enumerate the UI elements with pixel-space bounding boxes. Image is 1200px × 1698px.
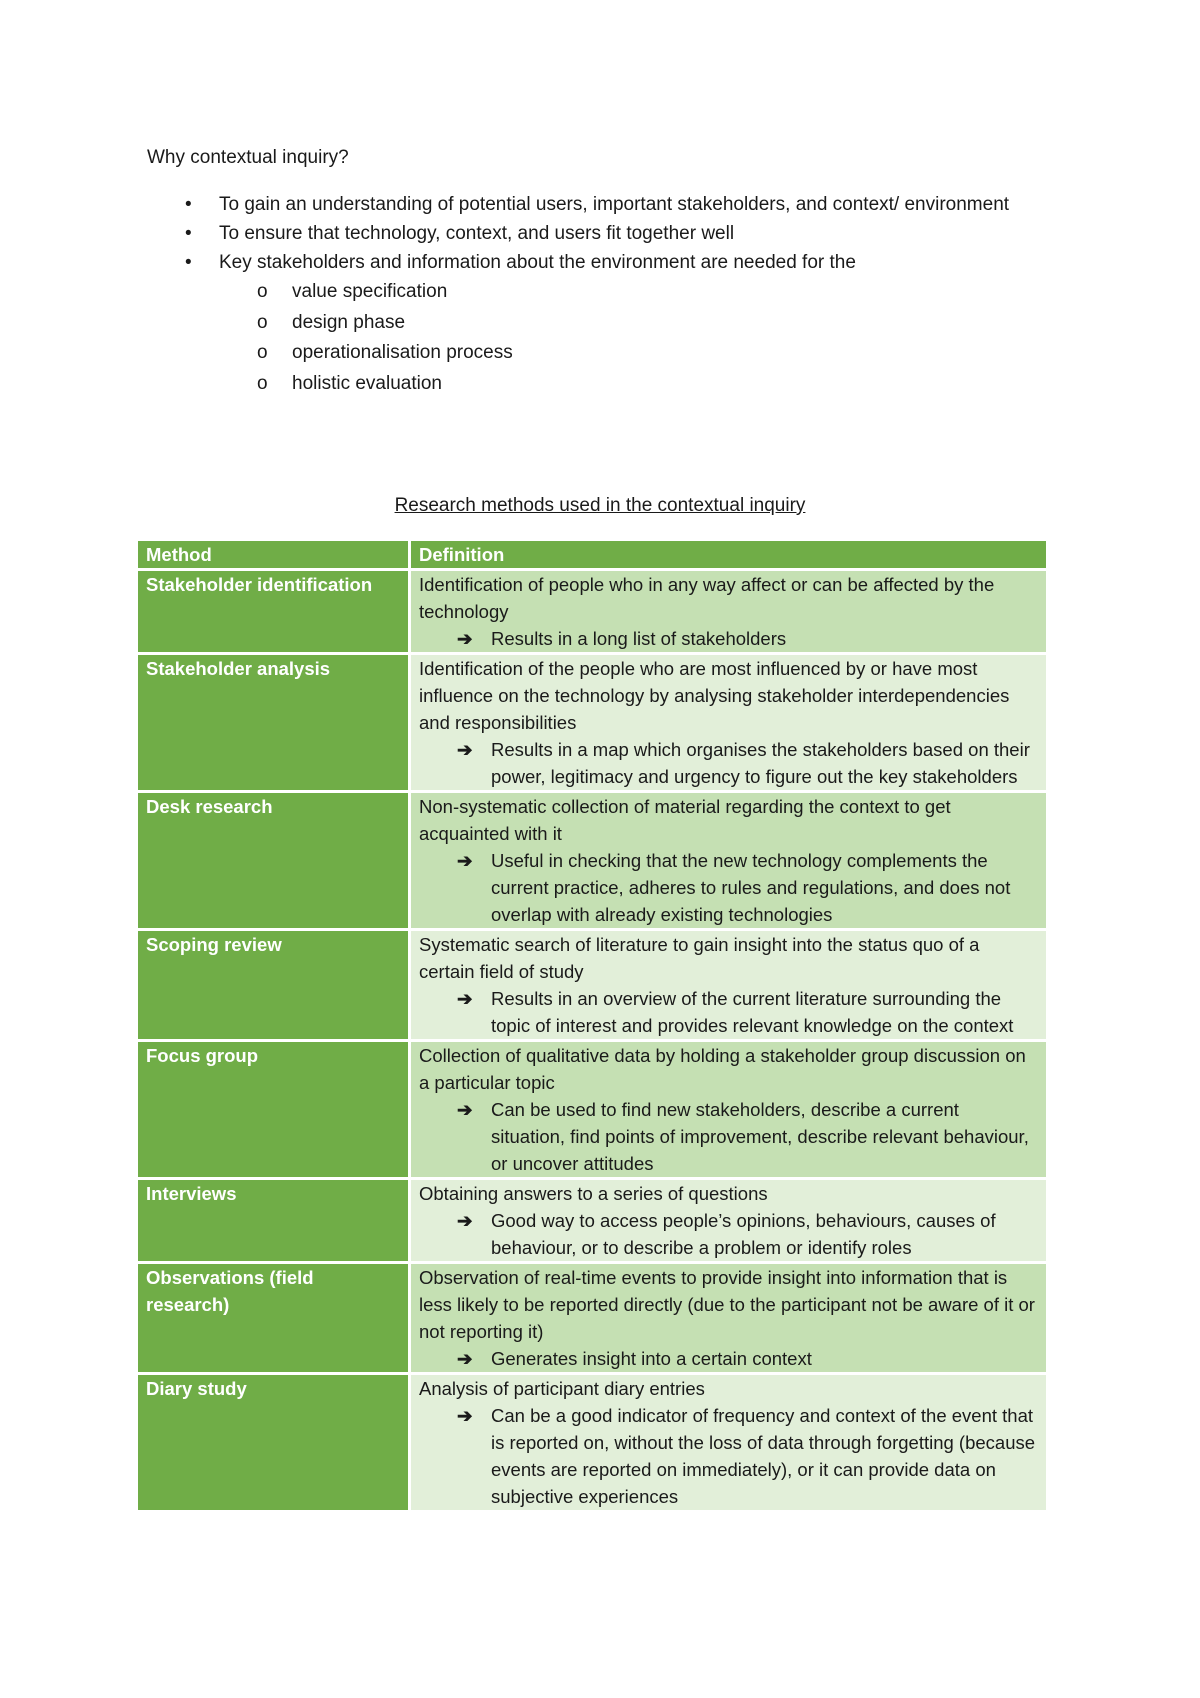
definition-cell [410, 1179, 1048, 1263]
result-item [419, 736, 1038, 790]
method-cell: Focus group [137, 1041, 410, 1179]
sub-list-item [219, 277, 1017, 308]
result-item [419, 1345, 1038, 1372]
circle-bullet-icon: o [257, 372, 268, 394]
method-cell: Stakeholder analysis [137, 654, 410, 792]
bullet-icon: • [185, 252, 192, 273]
result-text: Good way to access people’s opinions, behaviours, causes of behaviour, or to describe a problem or identify roles [491, 1210, 996, 1258]
bullet-text: To gain an understanding of potential users, important stakeholders, and context/ environment [219, 194, 1010, 215]
definition-cell [410, 1041, 1048, 1179]
method-cell: Interviews [137, 1179, 410, 1263]
circle-bullet-icon: o [257, 311, 268, 333]
circle-bullet-icon: o [257, 342, 268, 363]
arrow-right-icon: ➔ [457, 628, 473, 649]
result-item [419, 625, 1038, 652]
method-cell: Stakeholder identification [137, 570, 410, 654]
result-item [419, 1402, 1038, 1510]
table-title: Research methods used in the contextual inquiry [394, 495, 806, 516]
table-row [137, 1041, 1048, 1179]
arrow-right-icon: ➔ [457, 988, 473, 1009]
result-text: Results in an overview of the current literature surrounding the topic of interest and provides relevant knowledge on the context [491, 988, 1014, 1036]
definition-text: Identification of people who in any way affect or can be affected by the technology [419, 574, 995, 622]
table-header-row [137, 540, 1048, 570]
sub-list-item [219, 338, 1017, 369]
circle-bullet-icon: o [257, 281, 268, 302]
table-row [137, 1263, 1048, 1374]
definition-text: Analysis of participant diary entries [419, 1378, 705, 1399]
result-text: Results in a long list of stakeholders [491, 628, 787, 649]
definition-text: Observation of real-time events to provide insight into information that is less likely to be reported directly (due to the participant not be aware of it or not reporting it) [419, 1267, 1035, 1342]
table-row [137, 930, 1048, 1041]
sub-bullet-text: value specification [292, 281, 448, 302]
method-cell: Observations (field research) [137, 1263, 410, 1374]
result-text: Can be used to find new stakeholders, describe a current situation, find points of improvement, describe relevant behaviour, or uncover attitudes [491, 1099, 1029, 1174]
definition-text: Obtaining answers to a series of questions [419, 1183, 768, 1204]
arrow-right-icon: ➔ [457, 1099, 473, 1120]
table-row [137, 570, 1048, 654]
table-row [137, 792, 1048, 930]
method-cell: Diary study [137, 1374, 410, 1512]
sub-list-item [219, 369, 1017, 400]
arrow-right-icon: ➔ [457, 850, 473, 871]
definition-text: Systematic search of literature to gain insight into the status quo of a certain field of study [419, 934, 980, 982]
result-text: Can be a good indicator of frequency and context of the event that is reported on, without the loss of data through forgetting (because events are reported on immediately), or it can provide data on subjective experiences [491, 1405, 1036, 1507]
method-cell: Desk research [137, 792, 410, 930]
definition-cell [410, 1263, 1048, 1374]
definition-cell [410, 792, 1048, 930]
definition-cell [410, 1374, 1048, 1512]
table-row [137, 654, 1048, 792]
definition-text: Identification of the people who are most influenced by or have most influence on the technology by analysing stakeholder interdependencies and responsibilities [419, 658, 1010, 733]
definition-cell [410, 570, 1048, 654]
column-header-method: Method [137, 540, 410, 570]
bullet-text: To ensure that technology, context, and users fit together well [219, 223, 735, 244]
list-item [147, 248, 1017, 399]
sub-bullet-text: design phase [292, 311, 406, 333]
arrow-right-icon: ➔ [457, 1348, 473, 1369]
definition-cell [410, 654, 1048, 792]
sub-list-item [219, 308, 1017, 339]
method-cell: Scoping review [137, 930, 410, 1041]
section-heading: Why contextual inquiry? [147, 147, 349, 168]
result-item [419, 985, 1038, 1039]
result-text: Results in a map which organises the stakeholders based on their power, legitimacy and urgency to figure out the key stakeholders [491, 739, 1030, 787]
arrow-right-icon: ➔ [457, 739, 473, 760]
result-text: Generates insight into a certain context [491, 1348, 812, 1369]
definition-text: Collection of qualitative data by holding a stakeholder group discussion on a particular topic [419, 1045, 1026, 1093]
column-header-definition: Definition [410, 540, 1048, 570]
definition-cell [410, 930, 1048, 1041]
bullet-text: Key stakeholders and information about the environment are needed for the [219, 252, 856, 273]
definition-text: Non-systematic collection of material regarding the context to get acquainted with it [419, 796, 951, 844]
result-item [419, 1207, 1038, 1261]
arrow-right-icon: ➔ [457, 1405, 473, 1426]
result-text: Useful in checking that the new technology complements the current practice, adheres to rules and regulations, and does not overlap with already existing technologies [491, 850, 1011, 925]
methods-table [135, 538, 1049, 1513]
arrow-right-icon: ➔ [457, 1210, 473, 1231]
bullet-icon: • [185, 194, 192, 215]
sub-bullet-text: holistic evaluation [292, 372, 442, 394]
list-item [147, 219, 1017, 248]
result-item [419, 847, 1038, 928]
table-row [137, 1179, 1048, 1263]
result-item [419, 1096, 1038, 1177]
sub-bullet-text: operationalisation process [292, 342, 513, 363]
table-row [137, 1374, 1048, 1512]
list-item [147, 190, 1017, 219]
sub-bullet-list [219, 277, 1017, 399]
bullet-icon: • [185, 223, 192, 244]
bullet-list [147, 190, 1017, 399]
